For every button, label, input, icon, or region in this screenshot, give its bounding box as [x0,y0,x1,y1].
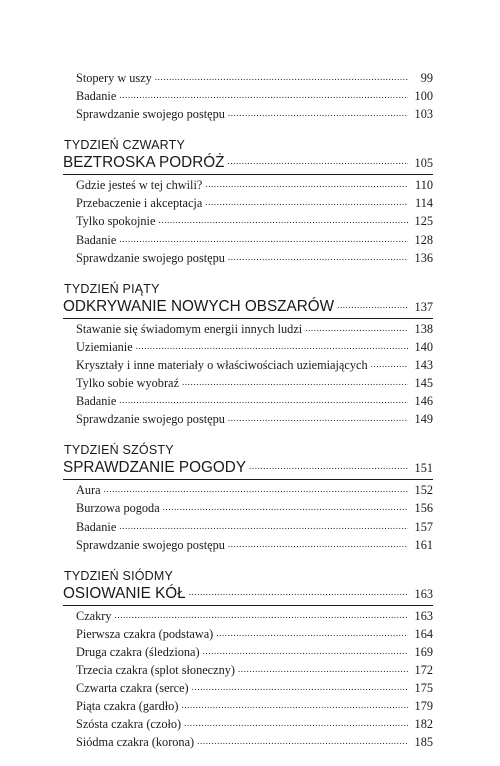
dot-leader [228,152,409,171]
toc-entry-title: Sprawdzanie swojego postępu [76,537,225,552]
toc-entry[interactable] [63,537,433,555]
toc-entry[interactable] [63,321,433,339]
toc-entry-title: Tylko spokojnie [76,214,156,229]
dot-leader [371,356,408,373]
toc-entry-page: 163 [414,608,433,623]
toc-entry-page: 128 [414,232,433,247]
toc-entry[interactable] [63,608,433,626]
toc-entry-page: 110 [415,178,433,193]
dot-leader [163,499,408,516]
toc-entry-title: Stopery w uszy [76,71,152,85]
toc-entry-title: Badanie [76,232,117,247]
toc-entry-page: 152 [414,483,433,498]
dot-leader [216,625,408,642]
chapter-entry[interactable] [63,584,433,606]
dot-leader [104,481,408,498]
chapter-title: SPRAWDZANIE POGODY [63,459,247,477]
toc-entry-page: 146 [414,394,433,409]
chapter-page: 137 [414,299,433,314]
toc-entry[interactable] [63,213,433,231]
toc-entry-title: Szósta czakra (czoło) [76,717,182,732]
toc-entry[interactable] [63,375,433,393]
toc-entry[interactable] [63,106,433,124]
week-heading: TYDZIEŃ SIÓDMY [64,568,174,583]
toc-entry[interactable] [63,698,433,716]
week-heading: TYDZIEŃ SZÓSTY [64,443,174,458]
toc-entry[interactable] [63,177,433,195]
toc-entry-title: Stawanie się świadomym energii innych ludzi [76,321,303,336]
dot-leader [228,249,408,266]
dot-leader [189,583,408,602]
toc-entry[interactable] [63,734,433,752]
toc-entry[interactable] [63,393,433,411]
toc-entry-title: Trzecia czakra (splot słoneczny) [76,662,235,677]
toc-section [63,138,433,267]
toc-entry[interactable] [63,482,433,500]
toc-entry[interactable] [63,250,433,268]
toc-entry-page: 161 [414,537,433,552]
dot-leader [119,518,408,535]
chapter-title: OSIOWANIE KÓŁ [63,584,186,602]
toc-entry-title: Siódma czakra (korona) [76,735,195,750]
toc-entry-page: 172 [414,662,433,677]
toc-entry[interactable] [63,339,433,357]
toc-entry-page: 140 [414,339,433,354]
dot-leader [203,643,408,660]
dot-leader [205,194,408,211]
dot-leader [182,374,408,391]
toc-entry-page: 149 [414,412,433,427]
dot-leader [192,679,408,696]
toc-entry-title: Badanie [76,89,117,104]
toc-entry-page: 138 [414,321,433,336]
dot-leader [197,733,408,750]
toc-entry[interactable] [63,357,433,375]
dot-leader [115,607,408,624]
dot-leader [305,320,408,337]
dot-leader [205,176,408,193]
toc-entry[interactable] [63,519,433,537]
toc-entry-title: Sprawdzanie swojego postępu [76,412,225,427]
toc-entry[interactable] [63,662,433,680]
dot-leader [184,715,408,732]
chapter-entry[interactable] [63,458,433,480]
dot-leader [119,87,408,104]
chapter-page: 105 [414,156,433,171]
toc-entry-title: Pierwsza czakra (podstawa) [76,626,214,641]
toc-entry-page: 100 [414,89,433,104]
dot-leader [136,338,408,355]
toc-entry[interactable] [63,88,433,106]
toc-entry[interactable] [63,716,433,734]
toc-entry-page: 185 [414,735,433,750]
toc-entry-page: 99 [420,71,433,85]
toc-entry-page: 114 [415,196,433,211]
dot-leader [249,457,408,476]
toc-entry-page: 156 [414,501,433,516]
toc-entry-page: 103 [414,107,433,122]
toc-entry[interactable] [63,70,433,88]
toc-entry-title: Kryształy i inne materiały o właściwościach uziemiających [76,357,368,372]
dot-leader [158,212,408,229]
dot-leader [238,661,408,678]
chapter-page: 163 [414,586,433,601]
dot-leader [337,296,408,315]
toc-entry[interactable] [63,644,433,662]
dot-leader [228,105,408,122]
toc-entry-title: Sprawdzanie swojego postępu [76,107,225,122]
dot-leader [155,69,408,86]
toc-entry-title: Sprawdzanie swojego postępu [76,250,225,265]
toc-entry-title: Uziemianie [76,339,133,354]
toc-section [63,569,433,753]
dot-leader [119,392,408,409]
toc-entry-page: 157 [414,519,433,534]
week-heading: TYDZIEŃ PIĄTY [64,281,160,296]
toc-entry[interactable] [63,195,433,213]
week-heading: TYDZIEŃ CZWARTY [64,138,186,153]
toc-entry-title: Aura [76,483,101,498]
toc-entry-page: 143 [414,357,433,372]
toc-entry-title: Przebaczenie i akceptacja [76,196,203,211]
toc-entry-page: 175 [414,681,433,696]
toc-entry-page: 136 [414,250,433,265]
toc-entry[interactable] [63,411,433,429]
chapter-entry[interactable] [63,153,433,175]
chapter-page: 151 [414,461,433,476]
dot-leader [119,231,408,248]
dot-leader [228,536,408,553]
toc-entry-title: Piąta czakra (gardło) [76,699,179,714]
toc-entry-page: 182 [414,717,433,732]
toc-entry-page: 169 [414,644,433,659]
table-of-contents [63,70,433,766]
toc-entry-title: Burzowa pogoda [76,501,160,516]
chapter-title: ODKRYWANIE NOWYCH OBSZARÓW [63,297,335,315]
toc-entry-page: 179 [414,699,433,714]
toc-entry-title: Tylko sobie wyobraź [76,376,179,391]
chapter-entry[interactable] [63,297,433,319]
chapter-title: BEZTROSKA PODRÓŻ [63,154,225,172]
toc-entry-title: Druga czakra (śledziona) [76,644,200,659]
toc-entry-page: 125 [414,214,433,229]
toc-entry[interactable] [63,232,433,250]
toc-entry-title: Czwarta czakra (serce) [76,681,189,696]
dot-leader [181,697,408,714]
toc-section [63,282,433,430]
toc-entry[interactable] [63,500,433,518]
toc-entry[interactable] [63,680,433,698]
toc-entry-title: Gdzie jesteś w tej chwili? [76,178,203,193]
toc-section [63,443,433,554]
toc-entry[interactable] [63,626,433,644]
toc-entry-page: 164 [414,626,433,641]
toc-entry-title: Czakry [76,608,112,623]
toc-section [63,70,433,124]
dot-leader [228,410,408,427]
toc-entry-title: Badanie [76,519,117,534]
toc-entry-title: Badanie [76,394,117,409]
toc-entry-page: 145 [414,376,433,391]
